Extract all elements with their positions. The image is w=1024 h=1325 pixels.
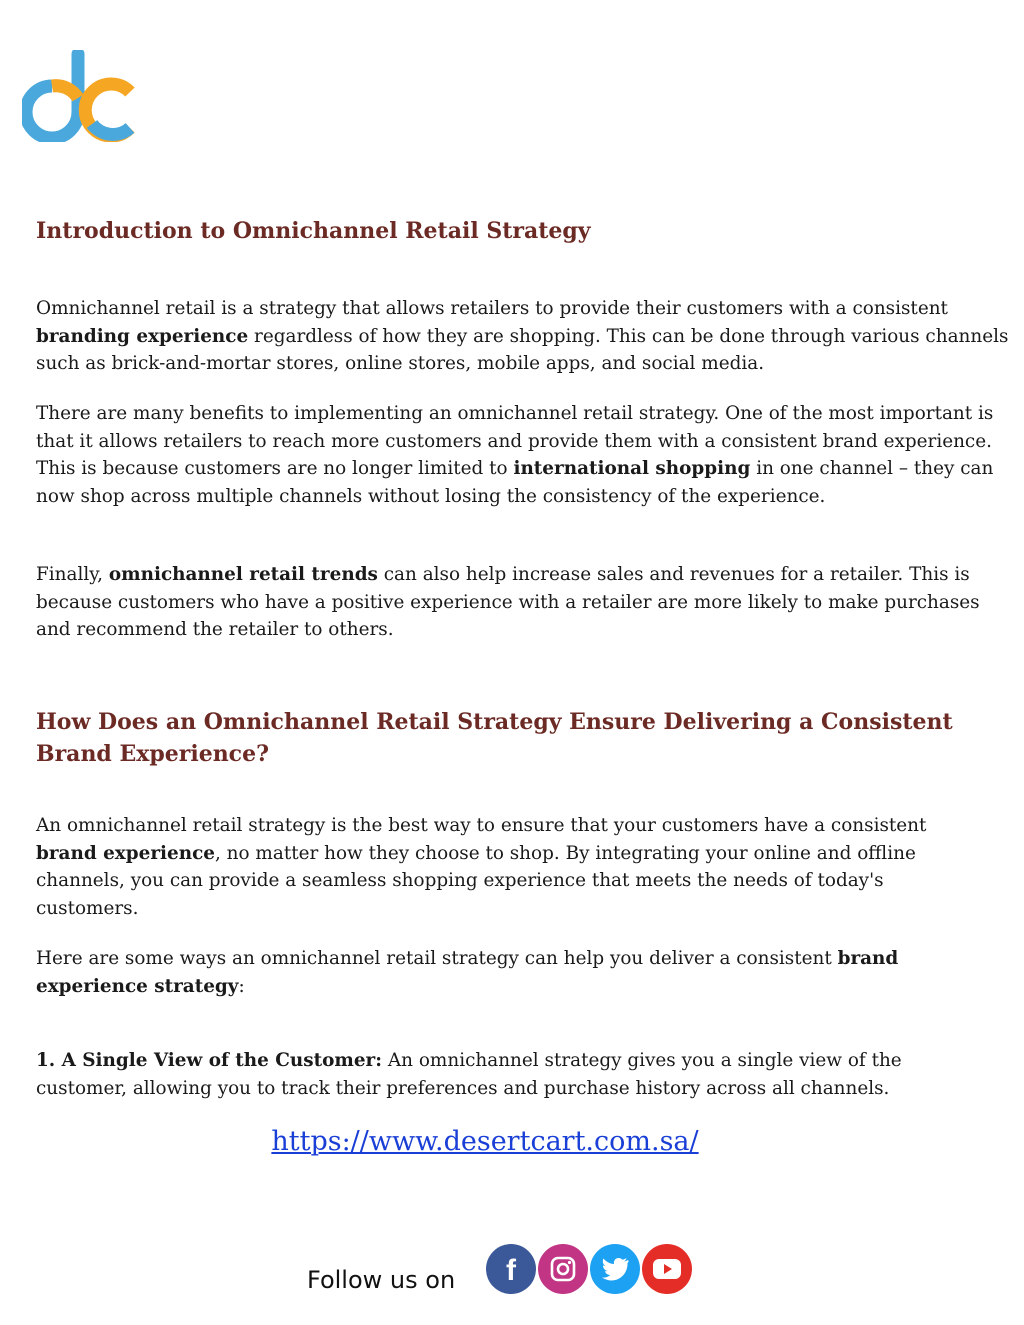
keyword-brand-experience-strategy: brand experience strategy (36, 948, 899, 997)
youtube-icon[interactable] (642, 1244, 692, 1294)
keyword-brand-experience: brand experience (36, 842, 215, 864)
section-title-intro: Introduction to Omnichannel Retail Strategy (36, 218, 591, 244)
desertcart-link[interactable]: https://www.desertcart.com.sa/ (271, 1126, 699, 1157)
keyword-international-shopping: international shopping (513, 458, 751, 479)
facebook-icon[interactable] (486, 1244, 536, 1294)
section2-paragraph-1: An omnichannel retail strategy is the best way to ensure that your customers have a consistent brand experience, no matter how they choose to shop. By integrating your online and offline channels, you can provide a seamless shopping experience that meets the needs of today's customers. (36, 815, 927, 919)
intro-paragraph-1: Omnichannel retail is a strategy that allows retailers to provide their customers with a consistent branding experience regardless of how they are shopping. This can be done through various channels such as brick-and-mortar stores, online stores, mobile apps, and social media. (36, 298, 1009, 374)
section-title-consistency: How Does an Omnichannel Retail Strategy Ensure Delivering a Consistent Brand Experience? (36, 709, 953, 767)
svg-text:f: f (506, 1254, 516, 1284)
follow-us-label: Follow us on (307, 1266, 456, 1294)
list-item-single-view: 1. A Single View of the Customer: An omnichannel strategy gives you a single view of the customer, allowing you to track their preferences and purchase history across all channels. (36, 1050, 902, 1099)
twitter-icon[interactable] (590, 1244, 640, 1294)
dc-logo (22, 50, 138, 142)
section2-paragraph-2: Here are some ways an omnichannel retail strategy can help you deliver a consistent brand experience strategy: (36, 948, 899, 997)
instagram-icon[interactable] (538, 1244, 588, 1294)
intro-paragraph-2: There are many benefits to implementing an omnichannel retail strategy. One of the most important is that it allows retailers to reach more customers and provide them with a consistent brand experience. This is because customers are no longer limited to international shopping in one channel – they can now shop across multiple channels without losing the consistency of the experience. (36, 403, 994, 507)
list-item-heading: 1. A Single View of the Customer: (36, 1050, 383, 1071)
keyword-omnichannel-retail-trends: omnichannel retail trends (108, 564, 378, 585)
keyword-branding-experience: branding experience (36, 325, 249, 347)
intro-paragraph-3: Finally, omnichannel retail trends can also help increase sales and revenues for a retailer. This is because customers who have a positive experience with a retailer are more likely to make purchases and recommend the retailer to others. (36, 564, 980, 640)
